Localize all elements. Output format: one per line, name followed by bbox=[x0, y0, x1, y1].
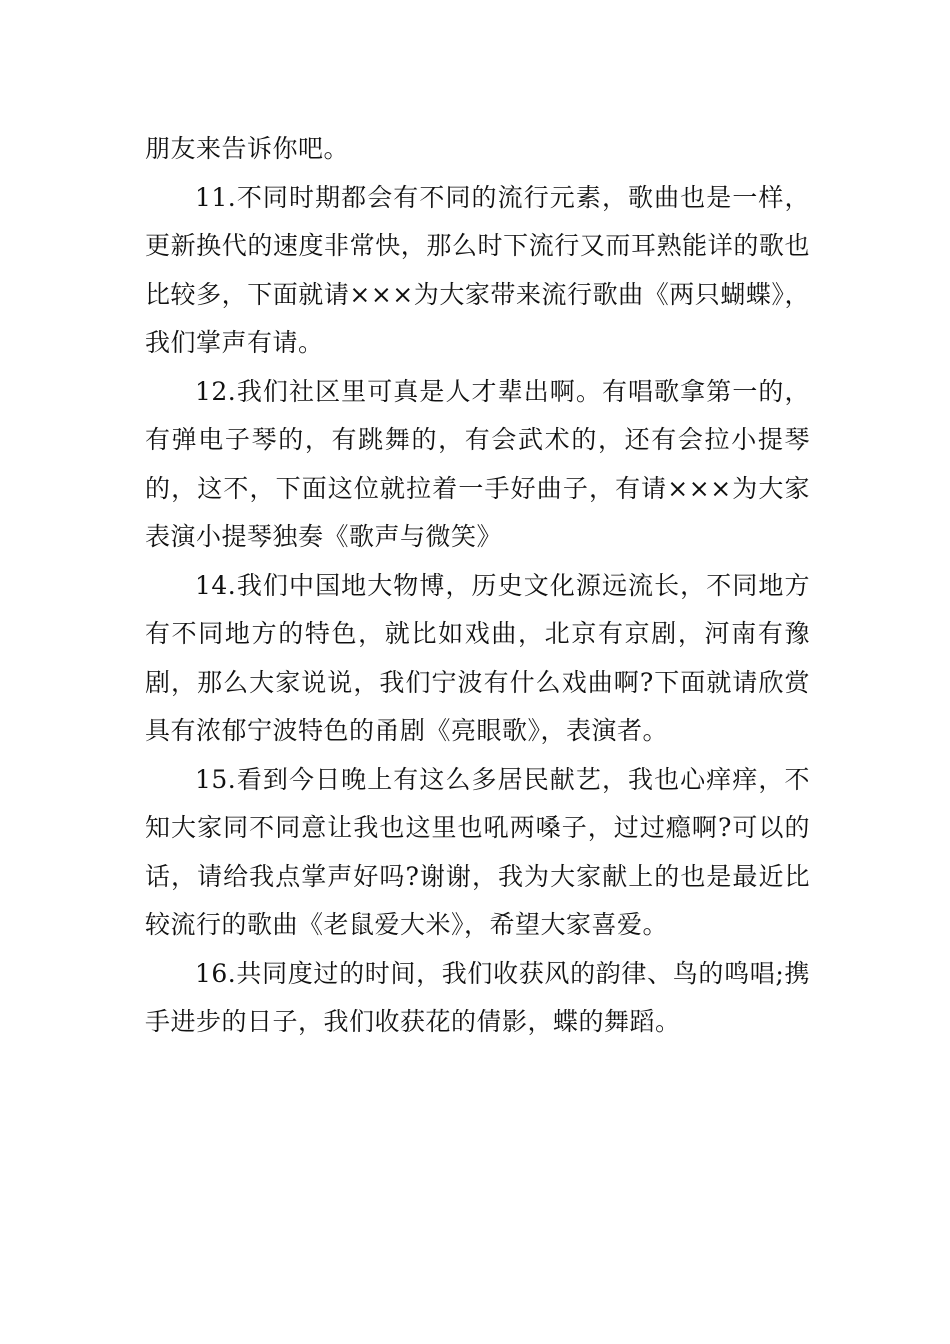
paragraph-item-14: 14.我们中国地大物博，历史文化源远流长，不同地方有不同地方的特色，就比如戏曲，北京有京剧，河南有豫剧，那么大家说说，我们宁波有什么戏曲啊?下面就请欣赏具有浓郁宁波特色的甬剧《亮眼歌》，表演者。 bbox=[145, 570, 810, 745]
paragraph-continuation: 朋友来告诉你吧。 bbox=[145, 134, 350, 163]
document-body bbox=[145, 125, 810, 1047]
paragraph-item-15: 15.看到今日晚上有这么多居民献艺，我也心痒痒，不知大家同不同意让我也这里也吼两嗓子，过过瘾啊?可以的话，请给我点掌声好吗?谢谢，我为大家献上的也是最近比较流行的歌曲《老鼠爱大米》，希望大家喜爱。 bbox=[145, 764, 810, 939]
paragraph-item-12: 12.我们社区里可真是人才辈出啊。有唱歌拿第一的，有弹电子琴的，有跳舞的，有会武术的，还有会拉小提琴的，这不，下面这位就拉着一手好曲子，有请×××为大家表演小提琴独奏《歌声与微笑》 bbox=[145, 376, 810, 551]
paragraph-item-16: 16.共同度过的时间，我们收获风的韵律、鸟的鸣唱;携手进步的日子，我们收获花的倩影，蝶的舞蹈。 bbox=[145, 958, 810, 1036]
paragraph-item-11: 11.不同时期都会有不同的流行元素，歌曲也是一样，更新换代的速度非常快，那么时下流行又而耳熟能详的歌也比较多，下面就请×××为大家带来流行歌曲《两只蝴蝶》，我们掌声有请。 bbox=[145, 182, 810, 357]
